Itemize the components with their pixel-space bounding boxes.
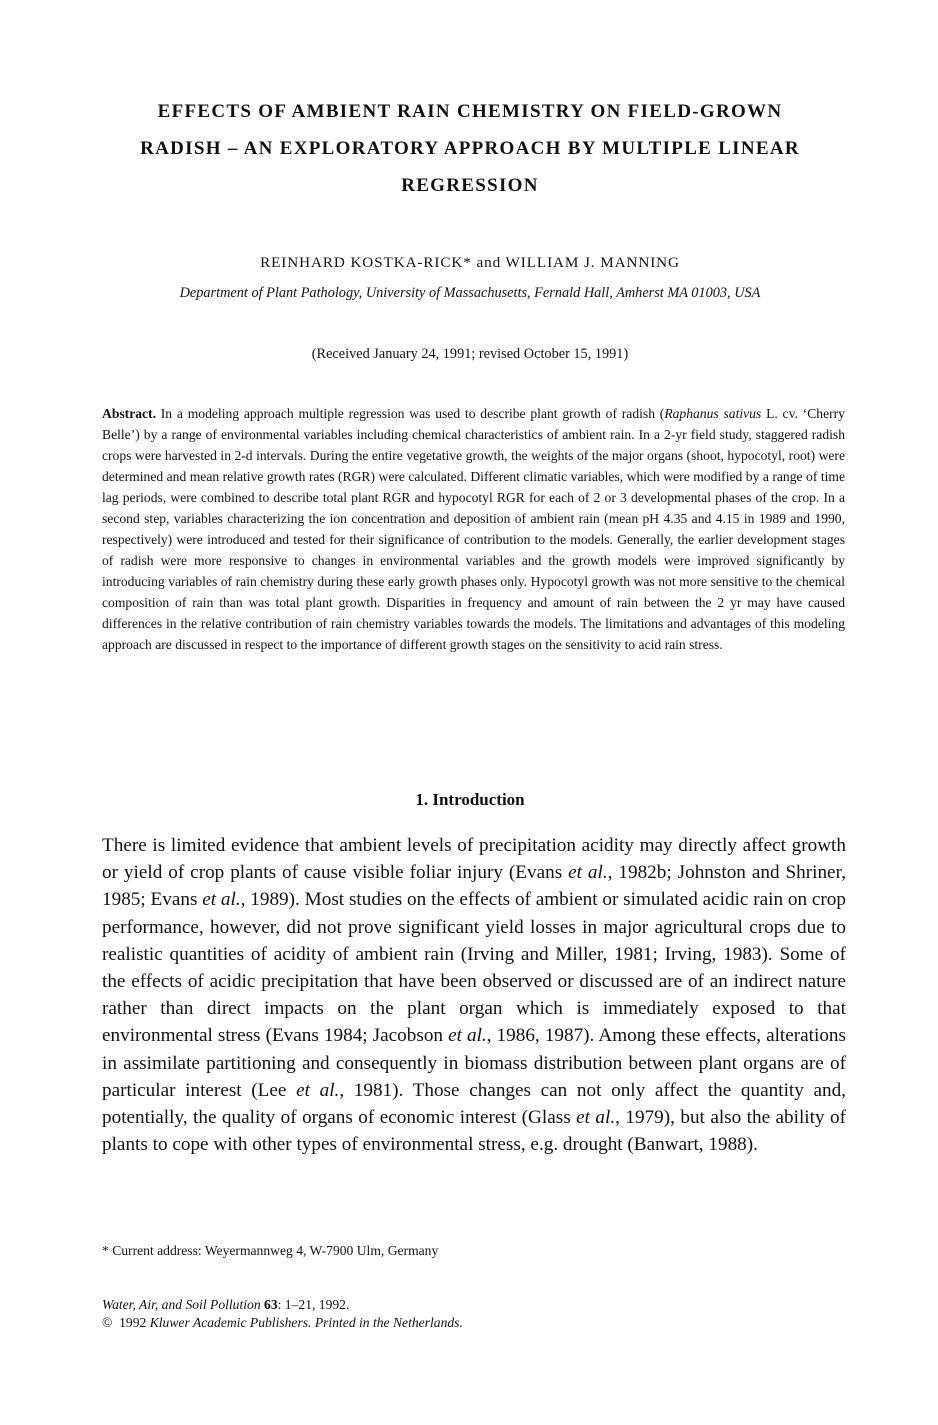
intro-etal: et al. bbox=[448, 1025, 487, 1047]
intro-etal: et al. bbox=[202, 889, 241, 911]
intro-text: There is limited evidence that ambient levels of precipitation acidity may directly affect growth or yield of crop plants of cause visible foliar injury (Evans bbox=[102, 835, 846, 884]
abstract-text-2: L. cv. ‘Cherry Belle’) by a range of environmental variables including chemical characteristics of ambient rain. In a 2-yr field study, staggered radish crops were harvested in 2-d intervals. During the entire vegetative growth, the weights of the major organs (shoot, hypocotyl, root) were determined and mean relative growth rates (RGR) were calculated. Different climatic variables, which were modified by a range of time lag periods, were combined to describe total plant RGR and hypocotyl RGR for each of 2 or 3 developmental phases of the crop. In a second step, variables characterizing the ion concentration and deposition of ambient rain (mean pH 4.35 and 4.15 in 1989 and 1990, respectively) were introduced and tested for their significance of contribution to the models. Generally, the earlier development stages of radish were more responsive to changes in environmental variables and the growth models were improved significantly by introducing variables of rain chemistry during these early growth phases only. Hypocotyl growth was not more sensitive to the chemical composition of rain than was total plant growth. Disparities in frequency and amount of rain between the 2 yr may have caused differences in the relative contribution of rain chemistry variables towards the models. The limitations and advantages of this modeling approach are discussed in respect to the importance of different growth stages on the sensitivity to acid rain stress. bbox=[102, 406, 845, 652]
title-line-3: REGRESSION bbox=[401, 175, 539, 196]
abstract-label: Abstract. bbox=[102, 406, 156, 421]
title-line-2: RADISH – AN EXPLORATORY APPROACH BY MULTIPLE LINEAR bbox=[140, 138, 800, 159]
journal-name: Water, Air, and Soil Pollution bbox=[102, 1297, 261, 1312]
introduction-paragraph bbox=[102, 832, 846, 1158]
abstract bbox=[102, 403, 845, 655]
paper-title bbox=[100, 93, 840, 204]
intro-etal: et al. bbox=[576, 1107, 616, 1129]
intro-text: , 1979), but also the ability of plants to cope with other types of environmental stress, e.g. drought (Banwart, 1988). bbox=[102, 1107, 846, 1156]
abstract-text-1: In a modeling approach multiple regression was used to describe plant growth of radish ( bbox=[155, 406, 665, 421]
intro-text: , 1981). Those changes can not only affect the quantity and, potentially, the quality of organs of economic interest (Glass bbox=[102, 1079, 846, 1129]
journal-pages: : 1–21, 1992. bbox=[277, 1297, 350, 1312]
journal-info bbox=[102, 1296, 463, 1332]
copyright-icon: © bbox=[102, 1315, 113, 1330]
title-line-1: EFFECTS OF AMBIENT RAIN CHEMISTRY ON FIELD-GROWN bbox=[157, 101, 783, 122]
intro-etal: et al. bbox=[568, 862, 608, 884]
intro-text: , 1989). Most studies on the effects of ambient or simulated acidic rain on crop performance, however, did not prove significant yield losses in major agricultural crops due to realistic quantities of acidity of ambient rain (Irving and Miller, 1981; Irving, 1983). Some of the effects of acidic precipitation that have been observed or discussed are of an indirect nature rather than direct impacts on the plant organ which is immediately exposed to that environmental stress (Evans 1984; Jacobson bbox=[102, 889, 846, 1047]
publisher: Kluwer Academic Publishers. Printed in the Netherlands. bbox=[149, 1315, 463, 1330]
intro-etal: et al. bbox=[296, 1079, 340, 1101]
section-heading: 1. Introduction bbox=[415, 790, 525, 809]
received-dates: (Received January 24, 1991; revised October 15, 1991) bbox=[311, 346, 629, 362]
intro-text: , 1986, 1987). Among these effects, alterations in assimilate partitioning and consequently in biomass distribution between plant organs are of particular interest (Lee bbox=[102, 1025, 846, 1101]
copyright-line bbox=[102, 1314, 463, 1332]
intro-text: , 1982b; Johnston and Shriner, 1985; Evans bbox=[102, 862, 846, 911]
author-footnote: * Current address: Weyermannweg 4, W-7900 Ulm, Germany bbox=[102, 1243, 439, 1258]
journal-volume: 63 bbox=[264, 1297, 278, 1312]
abstract-species: Raphanus sativus bbox=[664, 406, 762, 421]
journal-citation bbox=[102, 1296, 463, 1314]
copyright-year: 1992 bbox=[119, 1315, 147, 1330]
authors: REINHARD KOSTKA-RICK* and WILLIAM J. MANNING bbox=[260, 254, 680, 271]
affiliation: Department of Plant Pathology, University of Massachusetts, Fernald Hall, Amherst MA 01003, USA bbox=[179, 285, 761, 301]
